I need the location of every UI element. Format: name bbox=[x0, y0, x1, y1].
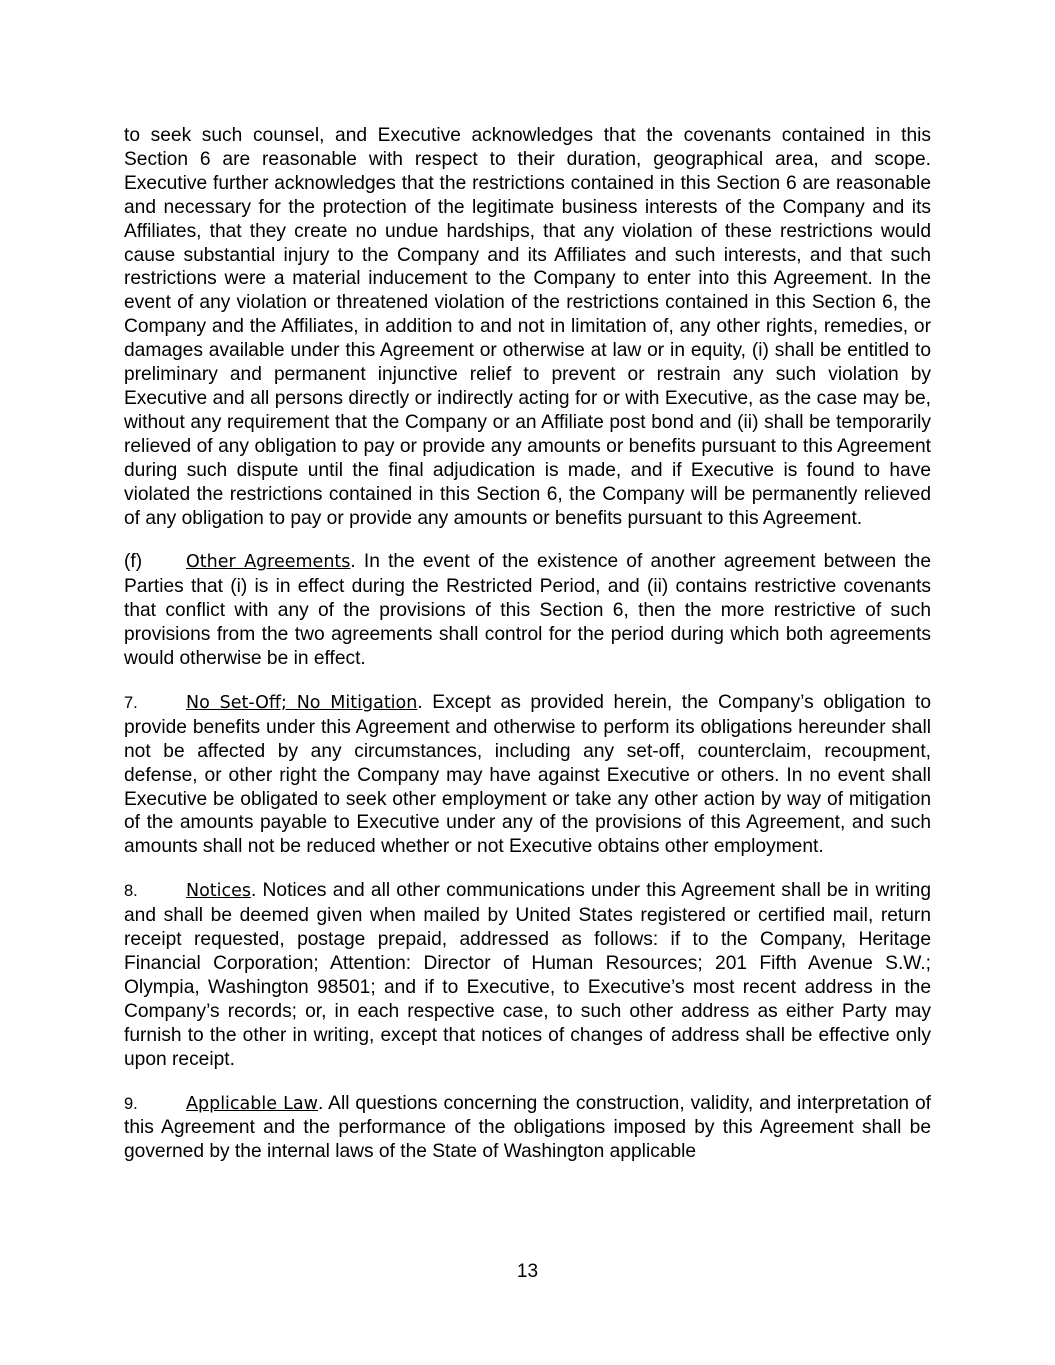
section-8-body: . Notices and all other communications under this Agreement shall be in writing and shall be deemed given when mailed by United States registered or certified mail, return receipt requested, postage prepaid, addressed as follows: if to the Company, Heritage Financial Corporation; Attention: Director of Human Resources; 201 Fifth Avenue S.W.; Olympia, Washington 98501; and if to Executive, to Executive’s most recent address in the Company’s records; or, in each respective case, to such other address as either Party may furnish to the other in writing, except that notices of changes of address shall be effective only upon receipt. bbox=[124, 880, 931, 1070]
section-9-heading: Applicable Law bbox=[186, 1093, 318, 1114]
section-f-number: (f) bbox=[124, 551, 143, 573]
section-7-number: 7. bbox=[124, 693, 138, 712]
section-9-paragraph bbox=[124, 1092, 931, 1165]
section-7-heading: No Set-Off; No Mitigation bbox=[186, 692, 418, 713]
section-8-number: 8. bbox=[124, 882, 138, 901]
section-8-paragraph bbox=[124, 879, 931, 1071]
section-9-number: 9. bbox=[124, 1094, 138, 1113]
document-body bbox=[124, 124, 931, 1184]
section-7-paragraph bbox=[124, 691, 931, 859]
section-f-paragraph bbox=[124, 550, 931, 671]
continuation-paragraph: to seek such counsel, and Executive acknowledges that the covenants contained in this Section 6 are reasonable with respect to their duration, geographical area, and scope. Executive further acknowledges that the restrictions contained in this Section 6 are reasonable and necessary for the protection of the legitimate business interests of the Company and its Affiliates, that they create no undue hardships, that any violation of these restrictions would cause substantial injury to the Company and its Affiliates and such interests, and that such restrictions were a material inducement to the Company to enter into this Agreement. In the event of any violation or threatened violation of the restrictions contained in this Section 6, the Company and the Affiliates, in addition to and not in limitation of, any other rights, remedies, or damages available under this Agreement or otherwise at law or in equity, (i) shall be entitled to preliminary and permanent injunctive relief to prevent or restrain any such violation by Executive and all persons directly or indirectly acting for or with Executive, as the case may be, without any requirement that the Company or an Affiliate post bond and (ii) shall be temporarily relieved of any obligation to pay or provide any amounts or benefits pursuant to this Agreement during such dispute until the final adjudication is made, and if Executive is found to have violated the restrictions contained in this Section 6, the Company will be permanently relieved of any obligation to pay or provide any amounts or benefits pursuant to this Agreement. bbox=[124, 125, 931, 529]
page-number: 13 bbox=[516, 1261, 539, 1282]
section-9-body: . All questions concerning the construction, validity, and interpretation of this Agreement and the performance of the obligations imposed by this Agreement shall be governed by the internal laws of the State of Washington applicable bbox=[124, 1092, 931, 1163]
section-7-body: . Except as provided herein, the Company’s obligation to provide benefits under this Agreement and otherwise to perform its obligations hereunder shall not be affected by any circumstances, including any set-off, counterclaim, recoupment, defense, or other right the Company may have against Executive or others. In no event shall Executive be obligated to seek other employment or take any other action by way of mitigation of the amounts payable to Executive under any of the provisions of this Agreement, and such amounts shall not be reduced whether or not Executive obtains other employment. bbox=[124, 691, 932, 858]
section-f-heading: Other Agreements bbox=[186, 552, 351, 573]
section-f-body: . In the event of the existence of another agreement between the Parties that (i) is in effect during the Restricted Period, and (ii) contains restrictive covenants that conflict with any of the provisions of this Section 6, then the more restrictive of such provisions from the two agreements shall control for the period during which both agreements would otherwise be in effect. bbox=[124, 551, 931, 670]
section-8-heading: Notices bbox=[186, 881, 252, 902]
